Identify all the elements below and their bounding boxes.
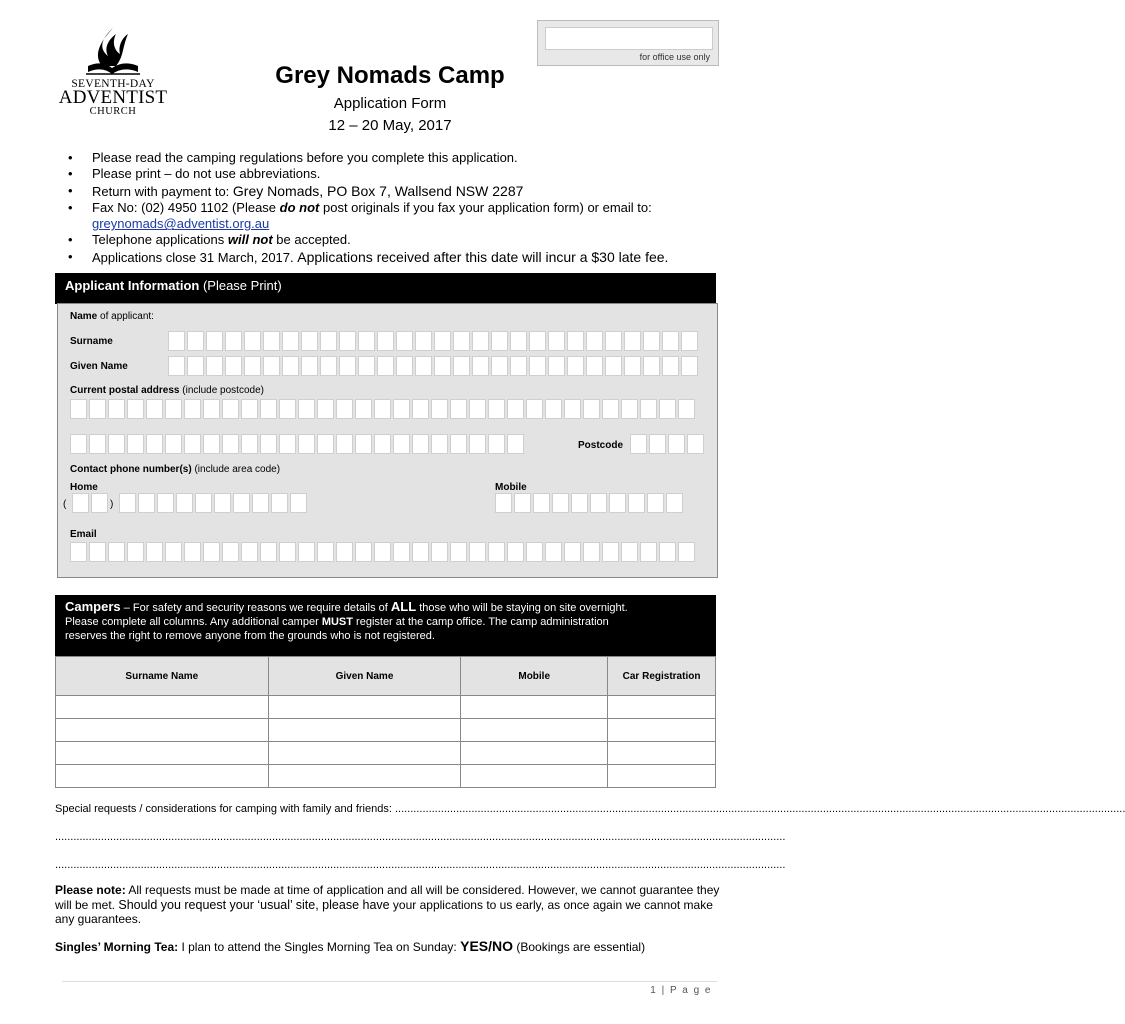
char-box[interactable] [488,542,505,562]
char-box[interactable] [488,399,505,419]
please-note-emphasis: Should you request your ‘usual’ site, please have [118,897,390,912]
char-box[interactable] [222,399,239,419]
char-box[interactable] [222,434,239,454]
char-box[interactable] [89,434,106,454]
char-box[interactable] [374,399,391,419]
char-box[interactable] [252,493,269,513]
campers-intro: – For safety and security reasons we require details of [120,602,391,614]
late-fee-note: Applications received after this date will incur a $30 late fee. [297,248,669,265]
char-box[interactable] [659,399,676,419]
cell-given-name[interactable] [268,765,461,788]
campers-section-header [55,595,716,657]
char-box[interactable] [108,434,125,454]
char-box[interactable] [545,542,562,562]
cell-given-name[interactable] [268,696,461,719]
applicant-panel [57,303,718,578]
adventist-logo [58,26,168,118]
char-box[interactable] [165,399,182,419]
char-box[interactable] [187,356,204,376]
char-box[interactable] [552,493,569,513]
char-box[interactable] [564,399,581,419]
char-box[interactable] [533,493,550,513]
char-box[interactable] [374,434,391,454]
char-box[interactable] [301,356,318,376]
char-box[interactable] [119,493,136,513]
char-box[interactable] [526,542,543,562]
char-box[interactable] [630,434,647,454]
page-title: Grey Nomads Camp [275,62,505,89]
char-box[interactable] [184,399,201,419]
campers-table [55,656,716,788]
char-box[interactable] [358,331,375,351]
char-box[interactable] [412,542,429,562]
char-box[interactable] [355,542,372,562]
char-box[interactable] [355,399,372,419]
col-car-registration: Car Registration [608,657,716,696]
phone-label-note: (include area code) [191,464,281,475]
name-label-rest: of applicant: [97,311,154,322]
campers-intro-rest: those who will be staying on site overnight. [416,602,628,614]
cell-car-registration[interactable] [608,696,716,719]
phone-label-strong: Contact phone number(s) [70,464,192,475]
char-box[interactable] [621,399,638,419]
char-box[interactable] [203,399,220,419]
char-box[interactable] [678,542,695,562]
instruction-item [66,166,746,182]
char-box[interactable] [377,331,394,351]
please-note-text-end: your applications to us early, as once again we cannot make any guarantees. [55,897,713,926]
char-box[interactable] [396,331,413,351]
char-box[interactable] [168,356,185,376]
char-box[interactable] [450,399,467,419]
char-box[interactable] [241,434,258,454]
char-box[interactable] [355,434,372,454]
char-box[interactable] [450,542,467,562]
char-box[interactable] [214,493,231,513]
applicant-section-header [55,273,716,304]
char-box[interactable] [393,542,410,562]
office-use-box [537,20,719,66]
char-box[interactable] [649,434,666,454]
applicant-heading: Applicant Information [65,278,200,293]
char-box[interactable] [320,356,337,376]
footer-divider [62,981,717,982]
instruction-item [66,249,746,266]
char-box[interactable] [301,331,318,351]
char-box[interactable] [127,542,144,562]
char-box[interactable] [583,542,600,562]
char-box[interactable] [290,493,307,513]
char-box[interactable] [412,434,429,454]
char-box[interactable] [336,399,353,419]
instruction-text: post originals if you fax your application form) or email to: [319,199,652,215]
instruction-text: Fax No: (02) 4950 1102 (Please [92,199,280,215]
office-use-label: for office use only [639,52,710,62]
char-box[interactable] [127,434,144,454]
char-box[interactable] [374,542,391,562]
char-box[interactable] [643,356,660,376]
char-box[interactable] [206,356,223,376]
char-box[interactable] [640,542,657,562]
email-label: Email [70,529,97,540]
char-box[interactable] [279,399,296,419]
char-box[interactable] [681,331,698,351]
instruction-item [66,232,746,248]
email-link[interactable]: greynomads@adventist.org.au [92,216,270,232]
char-box[interactable] [491,356,508,376]
instruction-text: Telephone applications [92,232,228,248]
table-row [56,742,716,765]
char-box[interactable] [298,434,315,454]
char-box[interactable] [624,356,641,376]
instruction-text: Please read the camping regulations before you complete this application. [92,150,518,165]
address-line2-input[interactable] [70,434,524,454]
mobile-input[interactable] [495,493,683,513]
flame-bible-icon [58,26,168,78]
char-box[interactable] [529,331,546,351]
logo-line3: CHURCH [89,106,137,117]
char-box[interactable] [472,356,489,376]
char-box[interactable] [415,356,432,376]
campers-line3: reserves the right to remove anyone from the grounds who is not registered. [65,630,435,642]
postcode-label: Postcode [578,440,624,451]
char-box[interactable] [526,399,543,419]
instruction-text: Return with payment to: [92,183,233,199]
char-box[interactable] [453,331,470,351]
char-box[interactable] [206,331,223,351]
char-box[interactable] [624,331,641,351]
char-box[interactable] [225,356,242,376]
char-box[interactable] [583,399,600,419]
char-box[interactable] [89,542,106,562]
char-box[interactable] [260,434,277,454]
char-box[interactable] [222,542,239,562]
char-box[interactable] [621,542,638,562]
char-box[interactable] [491,331,508,351]
char-box[interactable] [244,331,261,351]
tea-text: I plan to attend the Singles Morning Tea on Sunday: [178,940,461,954]
cell-given-name[interactable] [268,742,461,765]
char-box[interactable] [514,493,531,513]
char-box[interactable] [586,331,603,351]
char-box[interactable] [666,493,683,513]
char-box[interactable] [687,434,704,454]
table-row [56,719,716,742]
char-box[interactable] [241,542,258,562]
char-box[interactable] [72,493,89,513]
col-mobile: Mobile [461,657,608,696]
mobile-label: Mobile [495,482,527,493]
char-box[interactable] [241,399,258,419]
char-box[interactable] [678,399,695,419]
campers-header-row [56,657,716,696]
char-box[interactable] [415,331,432,351]
instruction-text: be accepted. [272,232,351,248]
char-box[interactable] [203,542,220,562]
char-box[interactable] [628,493,645,513]
char-box[interactable] [605,331,622,351]
col-given-name: Given Name [268,657,461,696]
char-box[interactable] [495,493,512,513]
special-requests-line1[interactable] [55,803,1125,815]
char-box[interactable] [320,331,337,351]
char-box[interactable] [260,542,277,562]
char-box[interactable] [165,434,182,454]
char-box[interactable] [89,399,106,419]
char-box[interactable] [507,434,524,454]
postal-address: Grey Nomads, PO Box 7, Wallsend NSW 2287 [232,182,524,199]
applicant-heading-note: (Please Print) [199,278,282,293]
char-box[interactable] [263,331,280,351]
surname-label: Surname [70,336,113,347]
emphasis-text: will not [227,232,273,248]
logo-line2: ADVENTIST [58,87,168,108]
area-code-close: ) [110,499,114,510]
char-box[interactable] [393,434,410,454]
char-box[interactable] [317,434,334,454]
char-box[interactable] [282,356,299,376]
char-box[interactable] [567,356,584,376]
char-box[interactable] [225,331,242,351]
please-note-label: Please note: [55,883,126,897]
cell-car-registration[interactable] [608,765,716,788]
name-label [70,311,154,322]
cell-car-registration[interactable] [608,742,716,765]
char-box[interactable] [108,399,125,419]
char-box[interactable] [336,434,353,454]
char-box[interactable] [571,493,588,513]
char-box[interactable] [184,542,201,562]
address-label [70,385,264,396]
char-box[interactable] [431,542,448,562]
instruction-text: Applications close 31 March, 2017. [92,249,298,265]
char-box[interactable] [590,493,607,513]
char-box[interactable] [168,331,185,351]
char-box[interactable] [127,399,144,419]
char-box[interactable] [469,399,486,419]
char-box[interactable] [662,331,679,351]
cell-surname[interactable] [56,765,269,788]
char-box[interactable] [146,434,163,454]
char-box[interactable] [472,331,489,351]
cell-surname[interactable] [56,696,269,719]
char-box[interactable] [279,434,296,454]
char-box[interactable] [339,356,356,376]
campers-line2-rest: register at the camp office. The camp administration [352,616,609,628]
char-box[interactable] [317,542,334,562]
char-box[interactable] [298,399,315,419]
form-subtitle: Application Form [333,95,447,112]
char-box[interactable] [640,399,657,419]
char-box[interactable] [510,356,527,376]
char-box[interactable] [469,542,486,562]
yes-no-option[interactable]: YES/NO [460,938,514,954]
char-box[interactable] [659,542,676,562]
char-box[interactable] [469,434,486,454]
char-box[interactable] [187,331,204,351]
cell-mobile[interactable] [461,719,608,742]
dotted-line: ............................................................................................................................................................................................................................................... [394,803,1125,815]
instruction-item [66,183,746,200]
char-box[interactable] [165,542,182,562]
table-row [56,765,716,788]
char-box[interactable] [70,542,87,562]
char-box[interactable] [108,542,125,562]
campers-heading: Campers [65,599,121,614]
instruction-text: Please print – do not use abbreviations. [92,166,321,182]
char-box[interactable] [488,434,505,454]
cell-car-registration[interactable] [608,719,716,742]
campers-line2: Please complete all columns. Any additional camper [65,616,322,628]
char-box[interactable] [203,434,220,454]
char-box[interactable] [146,542,163,562]
special-requests-line2[interactable]: ............................................................................................................................................................................................................................................... [55,831,786,843]
char-box[interactable] [146,399,163,419]
address-label-strong: Current postal address [70,385,180,396]
instruction-item [66,150,746,166]
postcode-input[interactable] [630,434,704,454]
cell-mobile[interactable] [461,765,608,788]
char-box[interactable] [510,331,527,351]
char-box[interactable] [602,399,619,419]
char-box[interactable] [647,493,664,513]
surname-input[interactable] [168,331,698,351]
singles-morning-tea [55,938,720,954]
tea-note: (Bookings are essential) [513,940,646,954]
char-box[interactable] [453,356,470,376]
char-box[interactable] [393,399,410,419]
char-box[interactable] [529,356,546,376]
char-box[interactable] [195,493,212,513]
special-requests-line3[interactable]: ............................................................................................................................................................................................................................................... [55,859,786,871]
home-label: Home [70,482,98,493]
instruction-item [66,200,746,233]
table-row [56,696,716,719]
cell-mobile[interactable] [461,742,608,765]
char-box[interactable] [377,356,394,376]
char-box[interactable] [176,493,193,513]
char-box[interactable] [668,434,685,454]
tea-label: Singles’ Morning Tea: [55,940,179,954]
char-box[interactable] [358,356,375,376]
char-box[interactable] [336,542,353,562]
char-box[interactable] [298,542,315,562]
page-number: 1 | P a g e [650,985,712,996]
char-box[interactable] [70,399,87,419]
char-box[interactable] [434,331,451,351]
char-box[interactable] [271,493,288,513]
logo-line1: SEVENTH-DAY [71,78,155,90]
char-box[interactable] [260,399,277,419]
char-box[interactable] [567,331,584,351]
camp-dates: 12 – 20 May, 2017 [328,117,452,134]
campers-must: MUST [321,616,353,628]
address-line1-input[interactable] [70,399,695,419]
char-box[interactable] [507,399,524,419]
please-note [55,883,720,927]
name-label-strong: Name [70,311,98,322]
char-box[interactable] [431,434,448,454]
char-box[interactable] [434,356,451,376]
char-box[interactable] [586,356,603,376]
char-box[interactable] [233,493,250,513]
char-box[interactable] [339,331,356,351]
emphasis-text: do not [279,199,320,215]
campers-all: ALL [390,599,417,614]
char-box[interactable] [507,542,524,562]
area-code-open: ( [63,499,67,510]
given-name-input[interactable] [168,356,698,376]
cell-mobile[interactable] [461,696,608,719]
char-box[interactable] [545,399,562,419]
char-box[interactable] [412,399,429,419]
char-box[interactable] [157,493,174,513]
char-box[interactable] [681,356,698,376]
char-box[interactable] [91,493,108,513]
phone-label [70,464,280,475]
char-box[interactable] [282,331,299,351]
char-box[interactable] [244,356,261,376]
char-box[interactable] [564,542,581,562]
char-box[interactable] [609,493,626,513]
char-box[interactable] [279,542,296,562]
char-box[interactable] [450,434,467,454]
char-box[interactable] [662,356,679,376]
cell-surname[interactable] [56,742,269,765]
char-box[interactable] [70,434,87,454]
char-box[interactable] [602,542,619,562]
char-box[interactable] [431,399,448,419]
char-box[interactable] [548,331,565,351]
cell-surname[interactable] [56,719,269,742]
home-phone-input[interactable] [119,493,307,513]
area-code-input[interactable] [72,493,108,513]
cell-given-name[interactable] [268,719,461,742]
char-box[interactable] [317,399,334,419]
char-box[interactable] [184,434,201,454]
char-box[interactable] [643,331,660,351]
char-box[interactable] [605,356,622,376]
char-box[interactable] [396,356,413,376]
col-surname: Surname Name [56,657,269,696]
char-box[interactable] [263,356,280,376]
email-input[interactable] [70,542,695,562]
char-box[interactable] [138,493,155,513]
instruction-list [66,150,746,266]
please-note-text: All requests must be made at time of application and all will be considered. However, we cannot guarantee they will be met. [55,883,720,912]
office-use-field[interactable] [545,27,713,50]
special-requests-label: Special requests / considerations for camping with family and friends: [55,803,395,815]
given-name-label: Given Name [70,361,128,372]
address-label-note: (include postcode) [179,385,264,396]
char-box[interactable] [548,356,565,376]
